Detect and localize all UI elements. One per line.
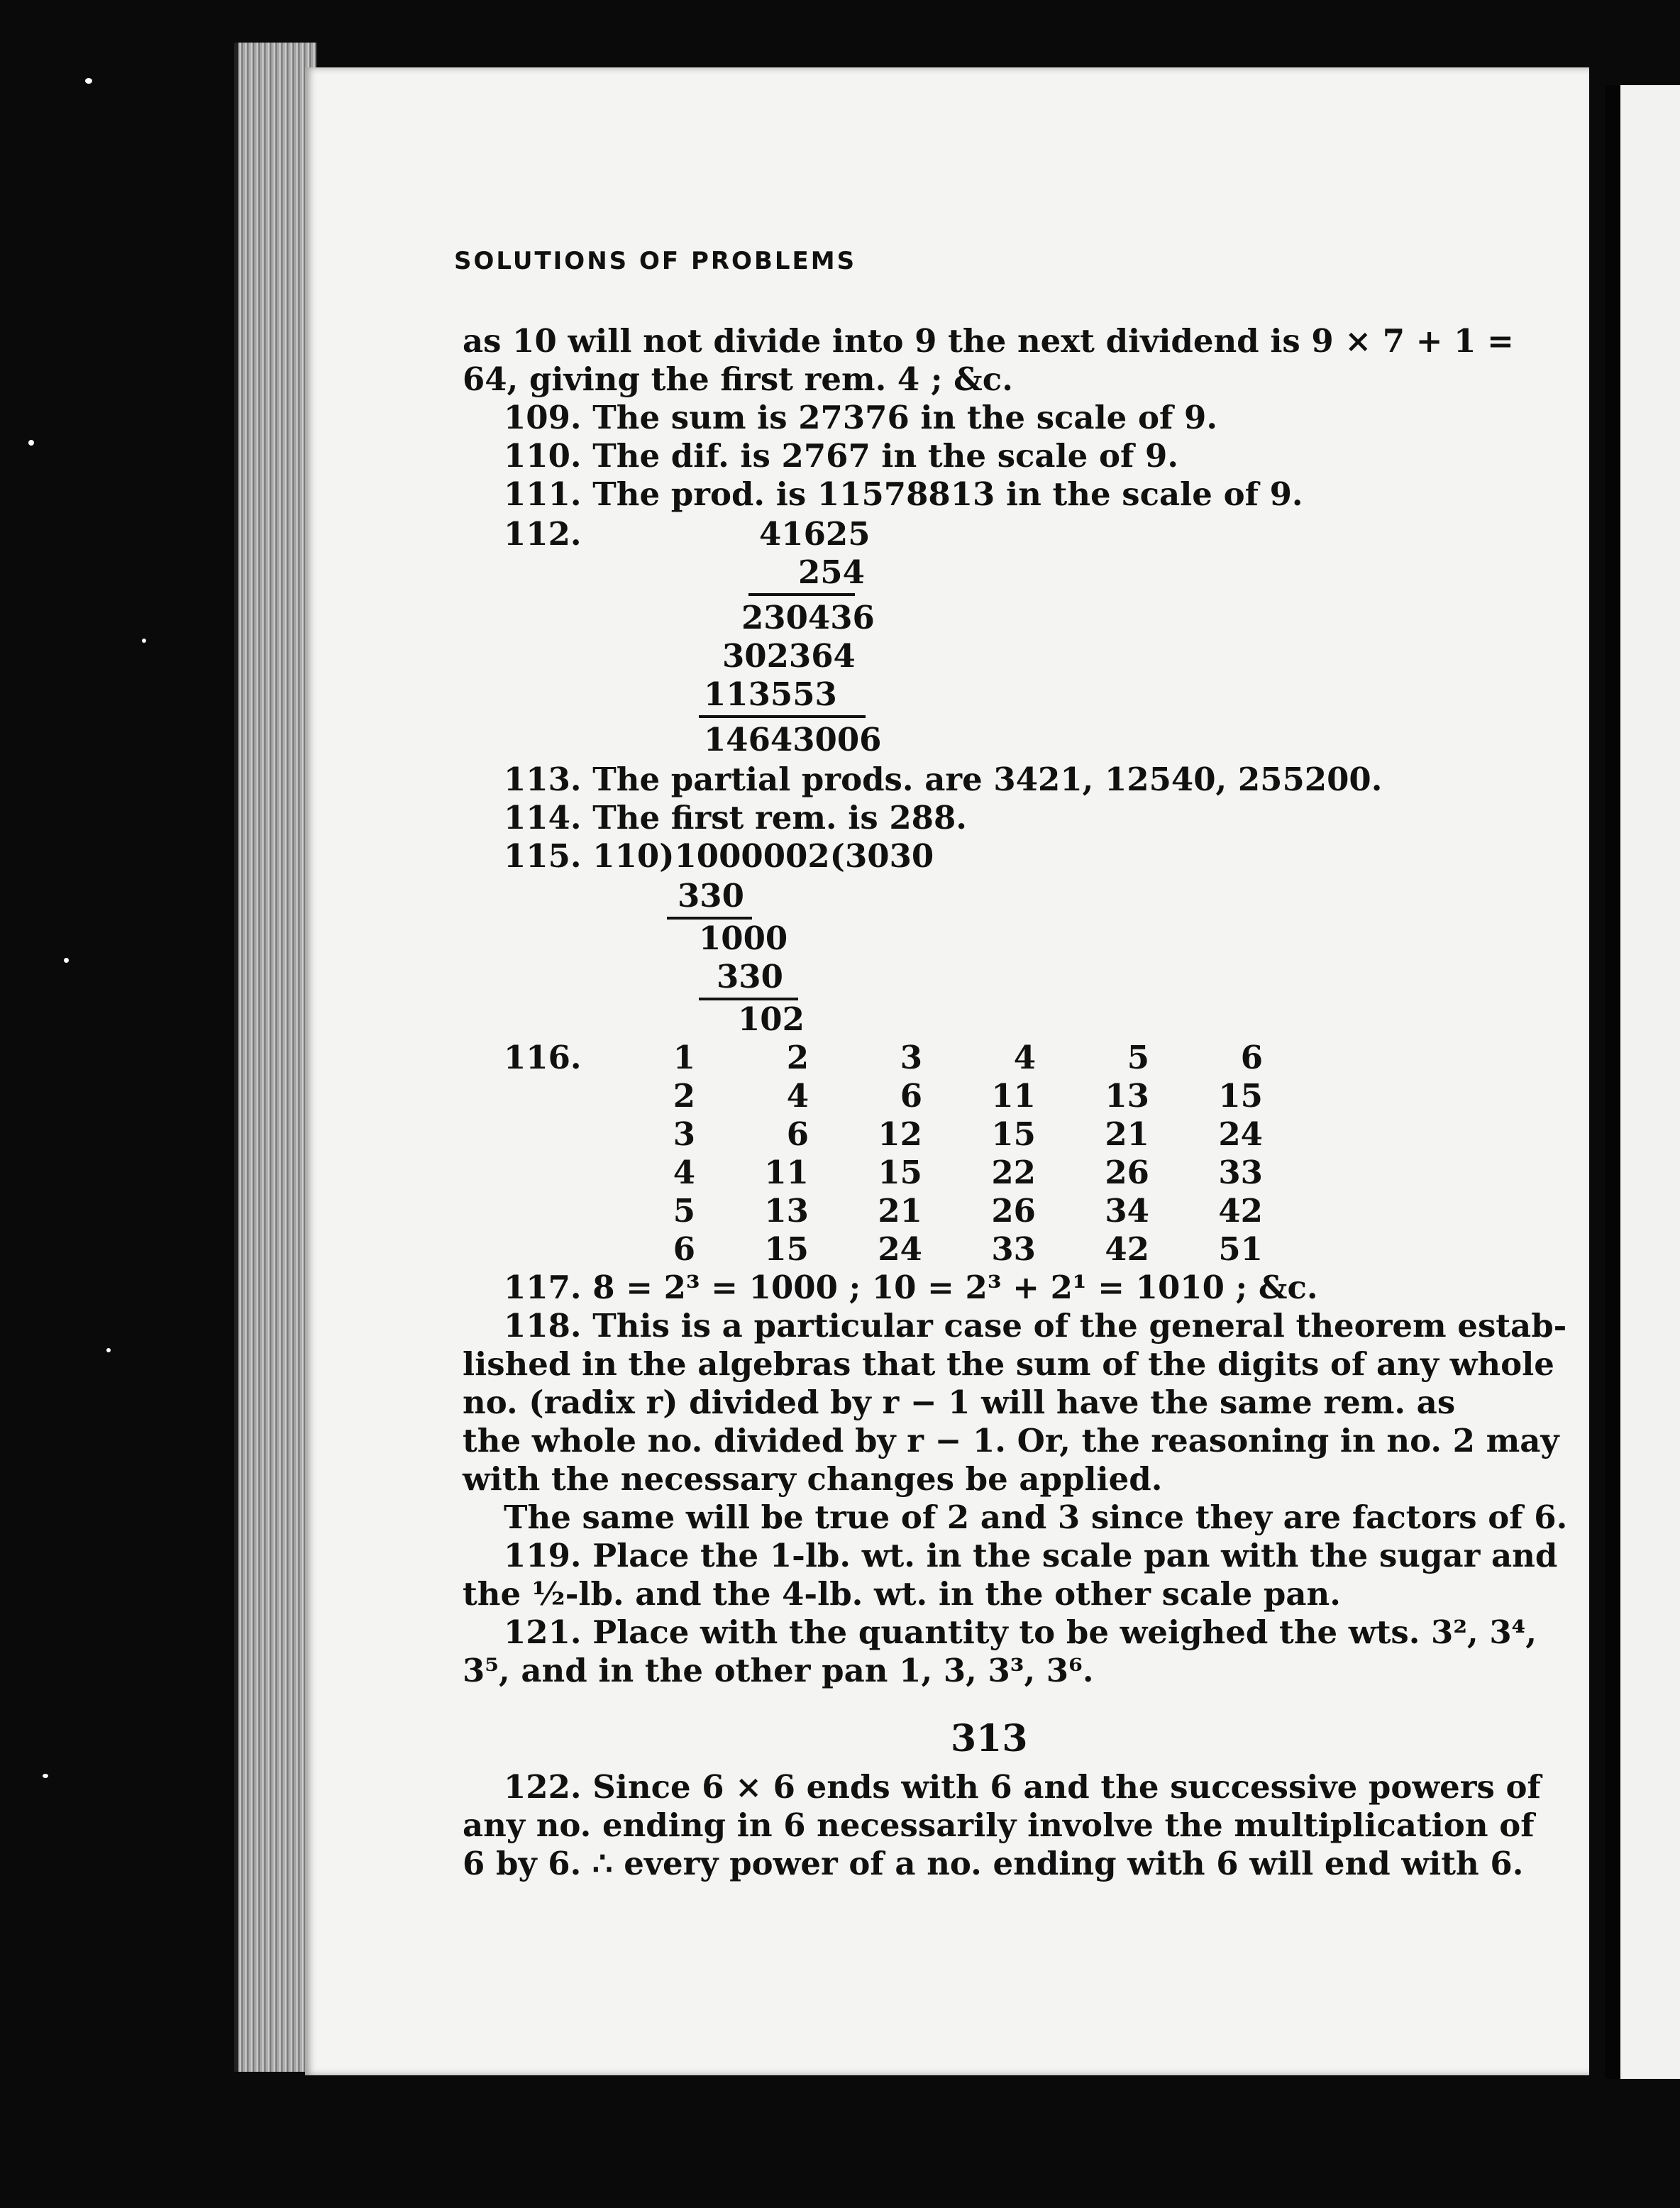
text-line: with the necessary changes be applied. (463, 1460, 1163, 1498)
multiplicand: 41625 (759, 515, 871, 553)
table-cell: 15 (764, 1230, 809, 1268)
table-cell: 12 (878, 1115, 922, 1153)
text-line: the ½-lb. and the 4-lb. wt. in the other scale pan. (463, 1575, 1341, 1613)
problem-116-label: 116. (504, 1039, 582, 1076)
problem-111: 111. The prod. is 11578813 in the scale of 9. (504, 475, 1303, 513)
table-cell: 2 (786, 1039, 809, 1076)
table-cell: 6 (673, 1230, 695, 1268)
problem-119: 119. Place the 1-lb. wt. in the scale pan with the sugar and (504, 1537, 1558, 1574)
table-cell: 3 (900, 1039, 922, 1076)
scan-speck (64, 958, 69, 963)
problem-109: 109. The sum is 27376 in the scale of 9. (504, 399, 1217, 436)
rule (748, 593, 855, 596)
table-cell: 26 (1105, 1154, 1149, 1191)
table-cell: 15 (991, 1115, 1036, 1153)
text-line: no. (radix r) divided by r − 1 will have the same rem. as (463, 1384, 1456, 1421)
problem-113: 113. The partial prods. are 3421, 12540, 255200. (504, 761, 1383, 798)
table-cell: 21 (878, 1192, 922, 1230)
table-cell: 26 (991, 1192, 1036, 1230)
problem-121: 121. Place with the quantity to be weighed the wts. 3², 3⁴, (504, 1613, 1537, 1651)
scan-speck (28, 440, 34, 446)
table-cell: 11 (764, 1154, 809, 1191)
table-cell: 4 (1013, 1039, 1036, 1076)
scan-speck (142, 639, 146, 643)
table-cell: 33 (991, 1230, 1036, 1268)
division-step: 1000 (699, 920, 788, 957)
table-cell: 42 (1105, 1230, 1149, 1268)
text-line: 3⁵, and in the other pan 1, 3, 3³, 3⁶. (463, 1652, 1094, 1689)
table-cell: 13 (1105, 1077, 1149, 1115)
table-cell: 1 (673, 1039, 695, 1076)
table-cell: 5 (1127, 1039, 1149, 1076)
table-cell: 11 (991, 1077, 1036, 1115)
problem-122: 122. Since 6 × 6 ends with 6 and the successive powers of (504, 1768, 1541, 1806)
table-cell: 22 (991, 1154, 1036, 1191)
division-remainder: 102 (738, 1000, 805, 1038)
text-line: any no. ending in 6 necessarily involve the multiplication of (463, 1806, 1535, 1844)
table-cell: 15 (878, 1154, 922, 1191)
table-cell: 2 (673, 1077, 695, 1115)
problem-110: 110. The dif. is 2767 in the scale of 9. (504, 437, 1178, 475)
table-cell: 4 (786, 1077, 809, 1115)
product: 14643006 (704, 721, 882, 758)
partial-product: 230436 (741, 599, 875, 636)
scan-speck (43, 1774, 48, 1778)
partial-product: 113553 (704, 675, 837, 713)
text-line: the whole no. divided by r − 1. Or, the reasoning in no. 2 may (463, 1422, 1559, 1459)
scan-speck (106, 1348, 111, 1352)
division-step: 330 (717, 958, 783, 995)
problem-115: 115. 110)1000002(3030 (504, 837, 934, 875)
problem-114: 114. The first rem. is 288. (504, 799, 967, 837)
table-cell: 6 (900, 1077, 922, 1115)
table-cell: 4 (673, 1154, 695, 1191)
book-page-edges (234, 43, 316, 2072)
running-header: SOLUTIONS OF PROBLEMS (454, 247, 857, 275)
page-number: 313 (951, 1717, 1028, 1760)
multiplier: 254 (798, 553, 865, 591)
table-cell: 34 (1105, 1192, 1149, 1230)
table-cell: 6 (1240, 1039, 1263, 1076)
table-cell: 33 (1218, 1154, 1263, 1191)
partial-product: 302364 (722, 637, 856, 675)
facing-page-edge (1605, 85, 1680, 2079)
table-cell: 5 (673, 1192, 695, 1230)
problem-112-label: 112. (504, 515, 582, 553)
text-line: The same will be true of 2 and 3 since they are factors of 6. (504, 1498, 1568, 1536)
text-line: 64, giving the first rem. 4 ; &c. (463, 360, 1013, 398)
problem-117: 117. 8 = 2³ = 1000 ; 10 = 2³ + 2¹ = 1010 ; &c. (504, 1269, 1318, 1306)
text-line: lished in the algebras that the sum of the digits of any whole (463, 1345, 1554, 1383)
table-cell: 15 (1218, 1077, 1263, 1115)
table-cell: 42 (1218, 1192, 1263, 1230)
scan-speck (85, 78, 92, 84)
text-line: 6 by 6. ∴ every power of a no. ending with 6 will end with 6. (463, 1845, 1524, 1882)
table-cell: 24 (1218, 1115, 1263, 1153)
table-cell: 6 (786, 1115, 809, 1153)
problem-118: 118. This is a particular case of the general theorem estab- (504, 1307, 1567, 1345)
rule (699, 715, 866, 718)
text-line: as 10 will not divide into 9 the next dividend is 9 × 7 + 1 = (463, 322, 1514, 360)
table-cell: 13 (764, 1192, 809, 1230)
division-step: 330 (678, 877, 744, 915)
table-cell: 24 (878, 1230, 922, 1268)
table-cell: 51 (1218, 1230, 1263, 1268)
table-cell: 21 (1105, 1115, 1149, 1153)
table-cell: 3 (673, 1115, 695, 1153)
